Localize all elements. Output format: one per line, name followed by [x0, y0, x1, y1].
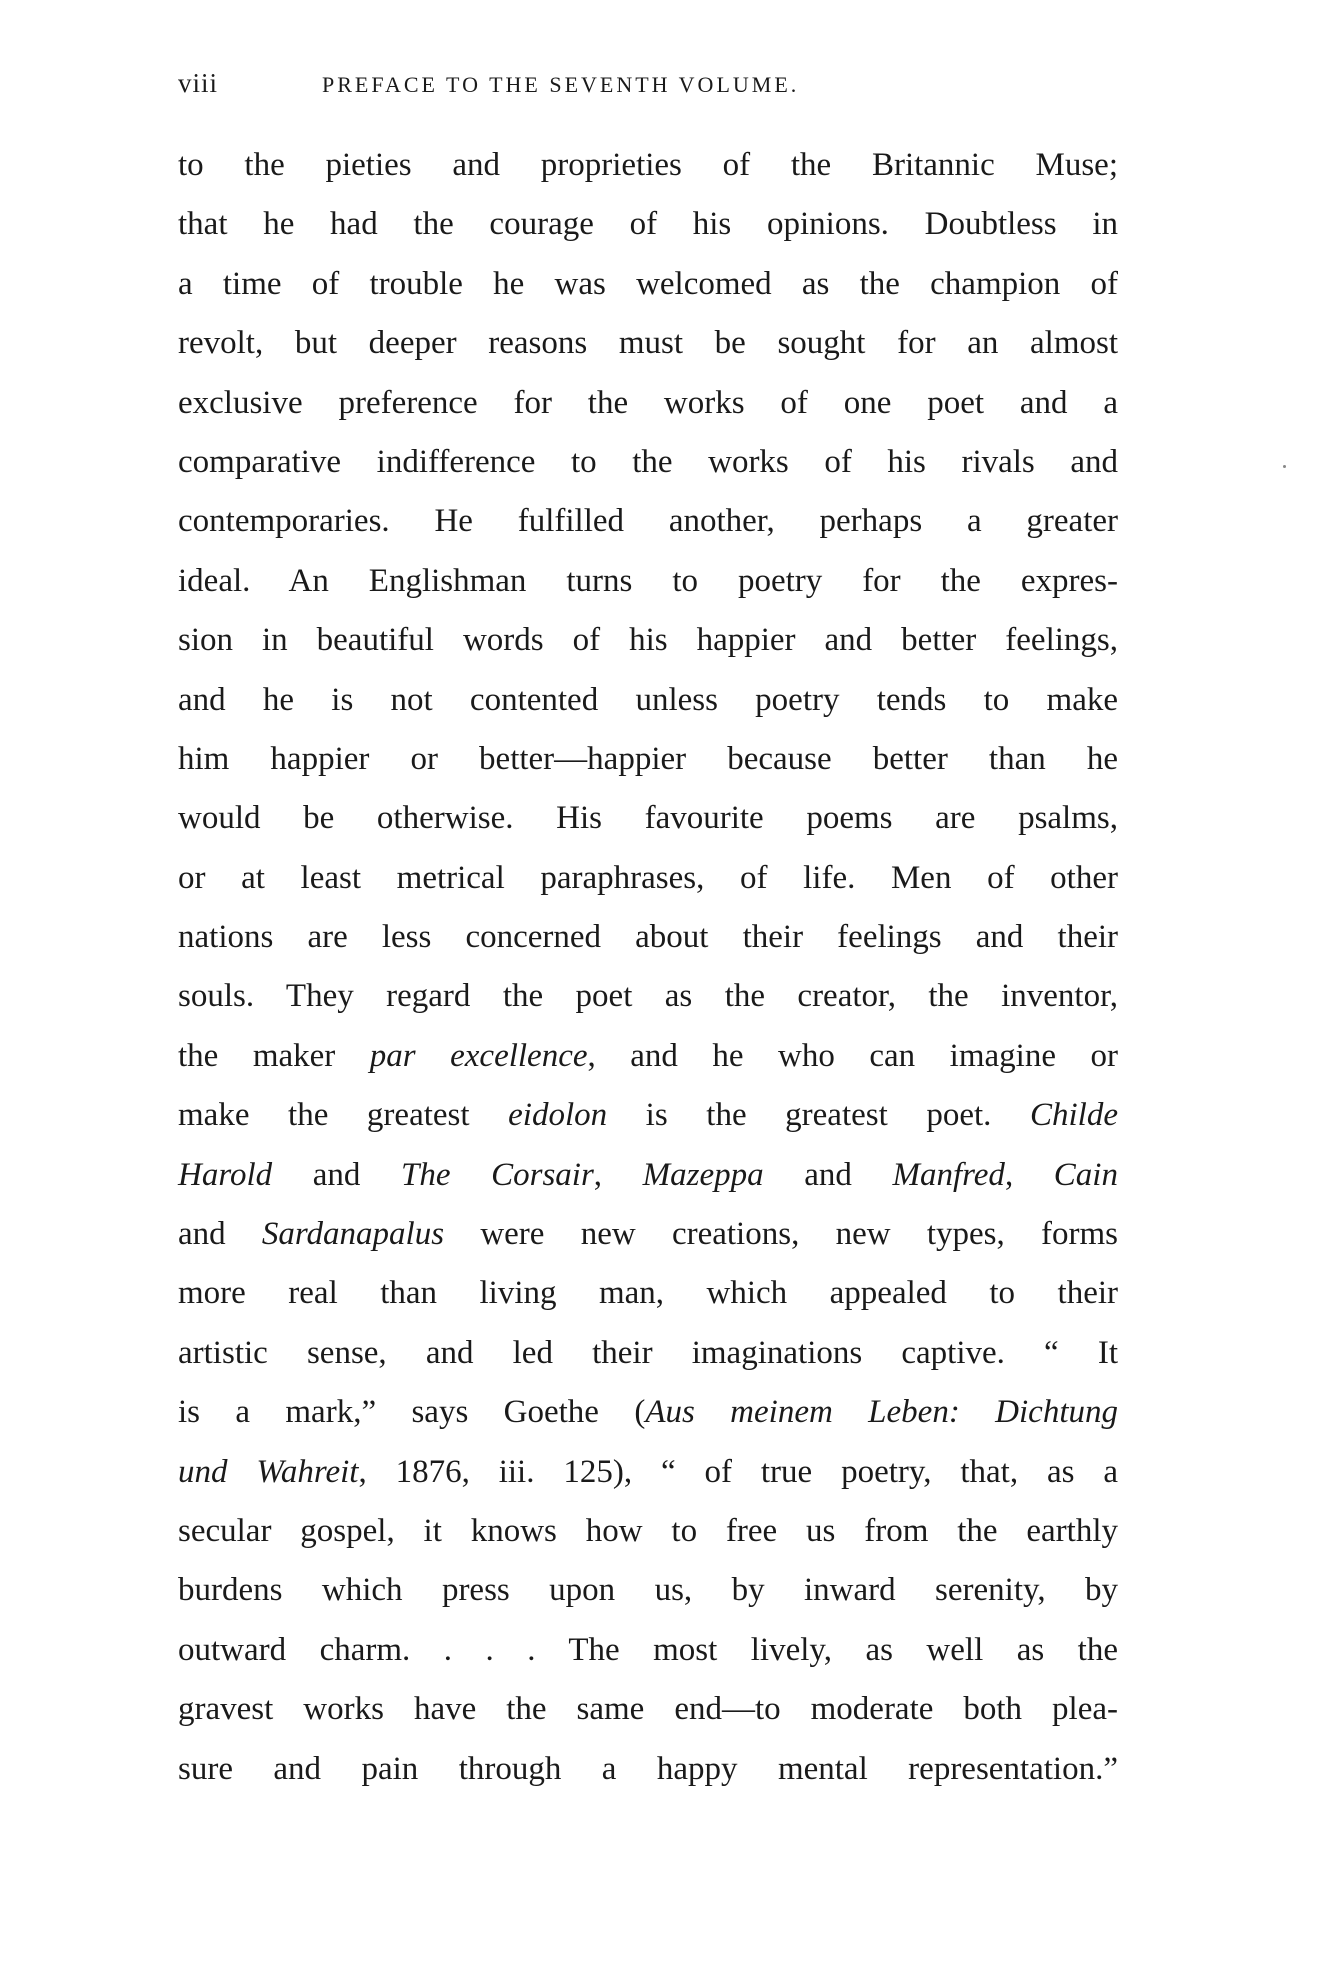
text-run: exclusive preference for the works of one poet and a — [178, 384, 1118, 421]
text-run: revolt, but deeper reasons must be sought for an almost — [178, 325, 1118, 362]
text-run: burdens which press upon us, by inward serenity, by — [178, 1572, 1118, 1609]
text-line — [178, 789, 1118, 848]
text-run: would be otherwise. His favourite poems are psalms, — [178, 800, 1118, 837]
italic-text: The Corsair — [400, 1156, 594, 1193]
paper-speck — [1283, 465, 1286, 468]
text-run: and he is not contented unless poetry tends to make — [178, 681, 1118, 718]
text-run: , 1876, iii. 125), “ of true poetry, that, as a — [358, 1453, 1119, 1490]
text-run: to the pieties and proprieties of the Britannic Muse; — [178, 147, 1118, 183]
text-run: and — [763, 1156, 893, 1193]
italic-text: und Wahreit — [178, 1453, 359, 1490]
italic-text: Cain — [1053, 1156, 1118, 1193]
text-line — [178, 1383, 1118, 1442]
text-run: contemporaries. He fulfilled another, perhaps a greater — [178, 503, 1118, 540]
text-run: is the greatest poet. — [607, 1097, 1030, 1134]
text-line — [178, 314, 1118, 373]
text-run: the maker — [178, 1037, 370, 1074]
text-line — [178, 730, 1118, 789]
text-run: and — [272, 1156, 401, 1193]
running-head-title: PREFACE TO THE SEVENTH VOLUME. — [322, 72, 800, 97]
text-line — [178, 1146, 1118, 1205]
text-run: , — [593, 1156, 643, 1193]
italic-text: eidolon — [508, 1097, 608, 1134]
text-line — [178, 1027, 1118, 1086]
text-line — [178, 1264, 1118, 1323]
text-run: or at least metrical paraphrases, of life. Men of other — [178, 859, 1118, 896]
page-number: viii — [178, 68, 219, 98]
text-line — [178, 967, 1118, 1026]
text-line — [178, 1205, 1118, 1264]
italic-text: Childe — [1030, 1097, 1118, 1134]
text-line — [178, 1740, 1118, 1799]
text-run: and — [178, 1216, 262, 1253]
text-run: gravest works have the same end—to moderate both plea- — [178, 1691, 1118, 1728]
text-run: make the greatest — [178, 1097, 509, 1134]
text-line — [178, 1561, 1118, 1620]
text-run: outward charm. . . . The most lively, as well as the — [178, 1631, 1118, 1668]
text-run: nations are less concerned about their feelings and their — [178, 919, 1118, 956]
text-run: ideal. An Englishman turns to poetry for the expres- — [178, 562, 1118, 599]
text-run: sure and pain through a happy mental representation.” — [178, 1750, 1118, 1787]
text-run: comparative indifference to the works of his rivals and — [178, 443, 1118, 480]
text-line — [178, 492, 1118, 551]
text-line — [178, 374, 1118, 433]
text-line — [178, 1502, 1118, 1561]
text-line — [178, 908, 1118, 967]
text-run: , — [1004, 1156, 1054, 1193]
italic-text: par excellence — [369, 1037, 588, 1074]
text-run: that he had the courage of his opinions. Doubtless in — [178, 206, 1118, 243]
body-text — [178, 136, 1118, 1799]
text-line — [178, 1086, 1118, 1145]
italic-text: Harold — [178, 1156, 273, 1193]
text-run: him happier or better—happier because better than he — [178, 740, 1118, 777]
text-line — [178, 1680, 1118, 1739]
running-head — [178, 68, 1118, 108]
text-line — [178, 849, 1118, 908]
text-run: souls. They regard the poet as the creator, the inventor, — [178, 978, 1118, 1015]
text-run: artistic sense, and led their imaginations captive. “ It — [178, 1334, 1118, 1371]
italic-text: Mazeppa — [642, 1156, 764, 1193]
text-run: were new creations, new types, forms — [444, 1216, 1118, 1253]
italic-text: Aus meinem Leben: Dichtung — [645, 1394, 1118, 1431]
italic-text: Manfred — [892, 1156, 1005, 1193]
text-run: secular gospel, it knows how to free us from the earthly — [178, 1512, 1118, 1549]
text-line — [178, 1621, 1118, 1680]
text-line — [178, 671, 1118, 730]
text-line — [178, 136, 1118, 195]
text-run: more real than living man, which appealed to their — [178, 1275, 1118, 1312]
text-run: a time of trouble he was welcomed as the champion of — [178, 265, 1118, 302]
text-run: , and he who can imagine or — [587, 1037, 1118, 1074]
text-line — [178, 1443, 1118, 1502]
text-line — [178, 195, 1118, 254]
italic-text: Sardanapalus — [261, 1216, 445, 1253]
text-run: sion in beautiful words of his happier and better feelings, — [178, 622, 1118, 659]
text-line — [178, 433, 1118, 492]
text-line — [178, 255, 1118, 314]
text-line — [178, 611, 1118, 670]
text-run: is a mark,” says Goethe ( — [178, 1394, 646, 1431]
text-line — [178, 552, 1118, 611]
text-line — [178, 1324, 1118, 1383]
